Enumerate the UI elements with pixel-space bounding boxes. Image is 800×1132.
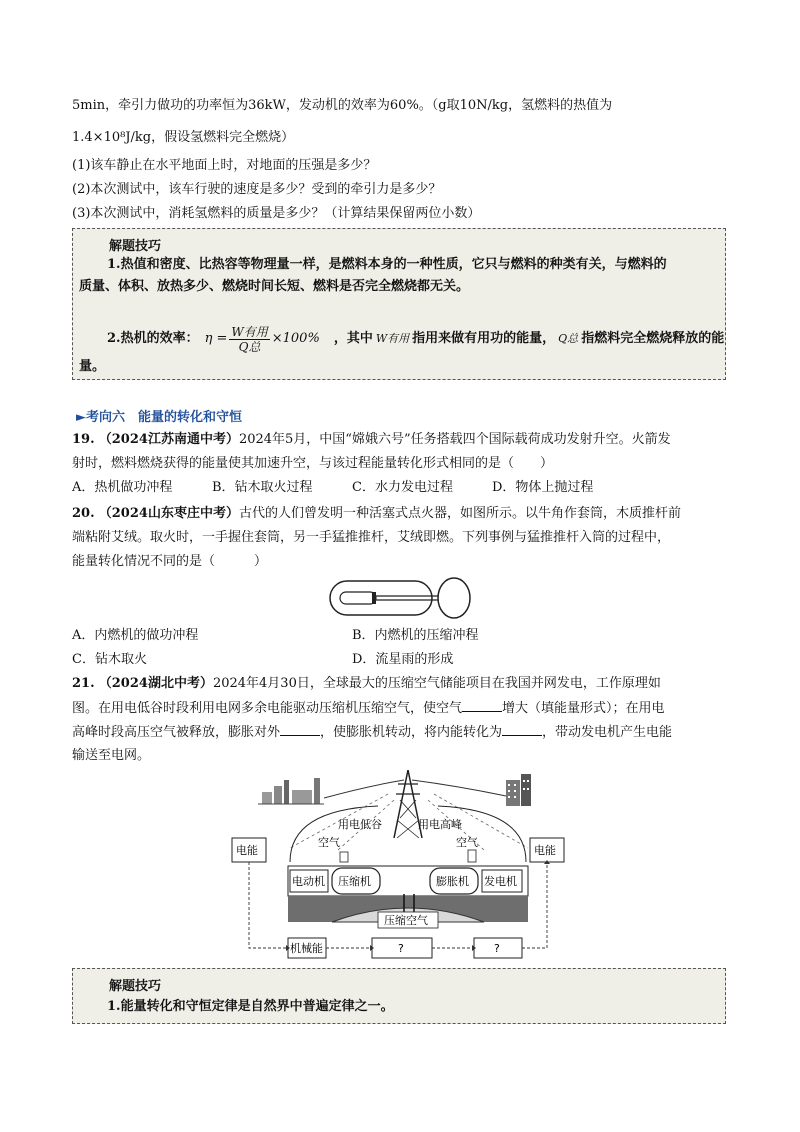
q19-source: （2024江苏南通中考） xyxy=(98,432,239,447)
piston-sleeve xyxy=(330,581,432,615)
unknown-energy-label-2: ? xyxy=(494,942,500,955)
q21-number: 21. xyxy=(72,676,95,691)
answer-blank-3[interactable] xyxy=(502,722,542,736)
tip-p2-end: 指燃料完全燃烧释放的能 xyxy=(581,331,725,346)
tip-paragraph-2 xyxy=(107,319,724,359)
generator-label: 发电机 xyxy=(484,875,517,888)
q19-option-c: C．水力发电过程 xyxy=(352,480,453,495)
tip2-paragraph-1: 1.能量转化和守恒定律是自然界中普遍定律之一。 xyxy=(107,999,394,1014)
q20-line1 xyxy=(72,504,681,524)
formula-fraction xyxy=(229,325,269,354)
tip-paragraph-1-line1: 1.热值和密度、比热容等物理量一样，是燃料本身的一种性质，它只与燃料的种类有关，与燃料的 xyxy=(107,257,667,272)
piston-head xyxy=(372,592,376,604)
city-buildings-icon xyxy=(506,774,531,806)
q21-source: （2024湖北中考） xyxy=(98,676,213,691)
tip-p2-mid: ，其中 xyxy=(333,331,373,346)
air-left-label: 空气 xyxy=(318,836,340,849)
q20-source: （2024山东枣庄中考） xyxy=(98,506,239,521)
electric-energy-left-label: 电能 xyxy=(236,844,258,857)
q19-line1 xyxy=(72,430,671,450)
q20-line3: 能量转化情况不同的是（ ） xyxy=(72,554,268,569)
expander-label: 膨胀机 xyxy=(436,875,469,888)
section-label: 考向六 能量的转化和守恒 xyxy=(86,410,243,425)
q21-text-2b: 增大（填能量形式）；在用电 xyxy=(502,701,665,716)
q20-option-b: B．内燃机的压缩冲程 xyxy=(352,628,479,643)
motor-label: 电动机 xyxy=(292,875,325,888)
problem-intro-line1: 5min，牵引力做功的功率恒为36kW，发动机的效率为60%。（g取10N/kg，氢燃料的热值为 xyxy=(72,98,613,113)
q20-option-d: D．流星雨的形成 xyxy=(352,652,454,667)
low-valley-label: 用电低谷 xyxy=(338,818,382,831)
arch-left xyxy=(290,806,378,862)
section-heading xyxy=(76,406,242,425)
q19-option-a: A．热机做功冲程 xyxy=(72,480,173,495)
question-part-1: (1)该车静止在水平地面上时，对地面的压强是多少？ xyxy=(72,158,377,173)
tip-paragraph-1-line2: 质量、体积、放热多少、燃烧时间长短、燃料是否完全燃烧都无关。 xyxy=(79,279,470,294)
q21-text-3a: 高峰时段高压空气被释放，膨胀对外 xyxy=(72,725,281,740)
q-total-symbol: Q总 xyxy=(558,332,579,345)
q19-option-d: D．物体上抛过程 xyxy=(492,480,594,495)
tip-paragraph-2-line2: 量。 xyxy=(79,359,106,374)
tip-p2-mid2: 指用来做有用功的能量， xyxy=(412,331,556,346)
q20-option-a: A．内燃机的做功冲程 xyxy=(72,628,199,643)
answer-blank-1[interactable] xyxy=(462,698,502,712)
efficiency-formula xyxy=(205,325,320,354)
problem-intro-line2: 1.4×10⁸J/kg，假设氢燃料完全燃烧） xyxy=(72,130,295,145)
q21-line1 xyxy=(72,674,661,694)
q19-number: 19. xyxy=(72,432,95,447)
compressed-air-label: 压缩空气 xyxy=(384,914,428,927)
mechanical-energy-label: 机械能 xyxy=(290,942,323,955)
compressed-air-diagram xyxy=(228,770,568,960)
q21-line4: 输送至电网。 xyxy=(72,748,151,763)
air-right-label: 空气 xyxy=(456,836,478,849)
q19-option-b: B．钻木取火过程 xyxy=(212,480,313,495)
piston-tinder xyxy=(340,592,376,604)
q20-text-1: 古代的人们曾发明一种活塞式点火器，如图所示。以牛角作套筒，木质推杆前 xyxy=(238,506,681,521)
high-peak-label: 用电高峰 xyxy=(418,818,462,831)
w-useful-symbol: W有用 xyxy=(375,332,410,345)
formula-eta: η = xyxy=(204,331,228,346)
question-part-3: (3)本次测试中，消耗氢燃料的质量是多少？（计算结果保留两位小数） xyxy=(72,206,481,221)
tip-title: 解题技巧 xyxy=(109,239,162,254)
tip-box-1 xyxy=(72,228,726,380)
answer-blank-2[interactable] xyxy=(280,722,320,736)
q20-line2: 端粘附艾绒。取火时，一手握住套筒，另一手猛推推杆，艾绒即燃。下列事例与猛推推杆入筒的过程中， xyxy=(72,530,671,545)
unknown-energy-label-1: ? xyxy=(398,942,404,955)
formula-tail: ×100% xyxy=(271,331,320,346)
tip-efficiency-label: 2.热机的效率： xyxy=(107,331,199,346)
compressor-label: 压缩机 xyxy=(338,875,371,888)
q21-line3 xyxy=(72,722,672,743)
electric-energy-right-label: 电能 xyxy=(534,844,556,857)
q19-text-1: 2024年5月，中国“嫦娥六号”任务搭载四个国际载荷成功发射升空。火箭发 xyxy=(238,432,671,447)
section-marker: ► xyxy=(76,410,86,425)
air-outlet-right xyxy=(468,850,476,862)
q21-text-3c: ，带动发电机产生电能 xyxy=(542,725,673,740)
formula-numerator: W有用 xyxy=(231,324,268,339)
tip2-title: 解题技巧 xyxy=(109,979,162,994)
q19-line2: 射时，燃料燃烧获得的能量使其加速升空，与该过程能量转化形式相同的是（ ） xyxy=(72,456,554,471)
fire-piston-figure xyxy=(326,574,476,622)
question-part-2: (2)本次测试中，该车行驶的速度是多少？受到的牵引力是多少？ xyxy=(72,182,442,197)
formula-denominator: Q总 xyxy=(238,339,261,354)
q20-number: 20. xyxy=(72,506,95,521)
q20-option-c: C．钻木取火 xyxy=(72,652,147,667)
air-inlet-left xyxy=(340,852,348,862)
q21-text-2a: 图。在用电低谷时段利用电网多余电能驱动压缩机压缩空气，使空气 xyxy=(72,701,463,716)
factory-icon xyxy=(258,778,324,804)
q21-text-1: 2024年4月30日，全球最大的压缩空气储能项目在我国并网发电，工作原理如 xyxy=(212,676,661,691)
q21-text-3b: ，使膨胀机转动，将内能转化为 xyxy=(320,725,503,740)
power-line-right xyxy=(412,780,506,796)
piston-handle xyxy=(438,578,470,618)
arch-right xyxy=(438,806,526,862)
power-line-left xyxy=(324,780,404,798)
q21-line2 xyxy=(72,698,665,719)
tip-box-2 xyxy=(72,968,726,1024)
